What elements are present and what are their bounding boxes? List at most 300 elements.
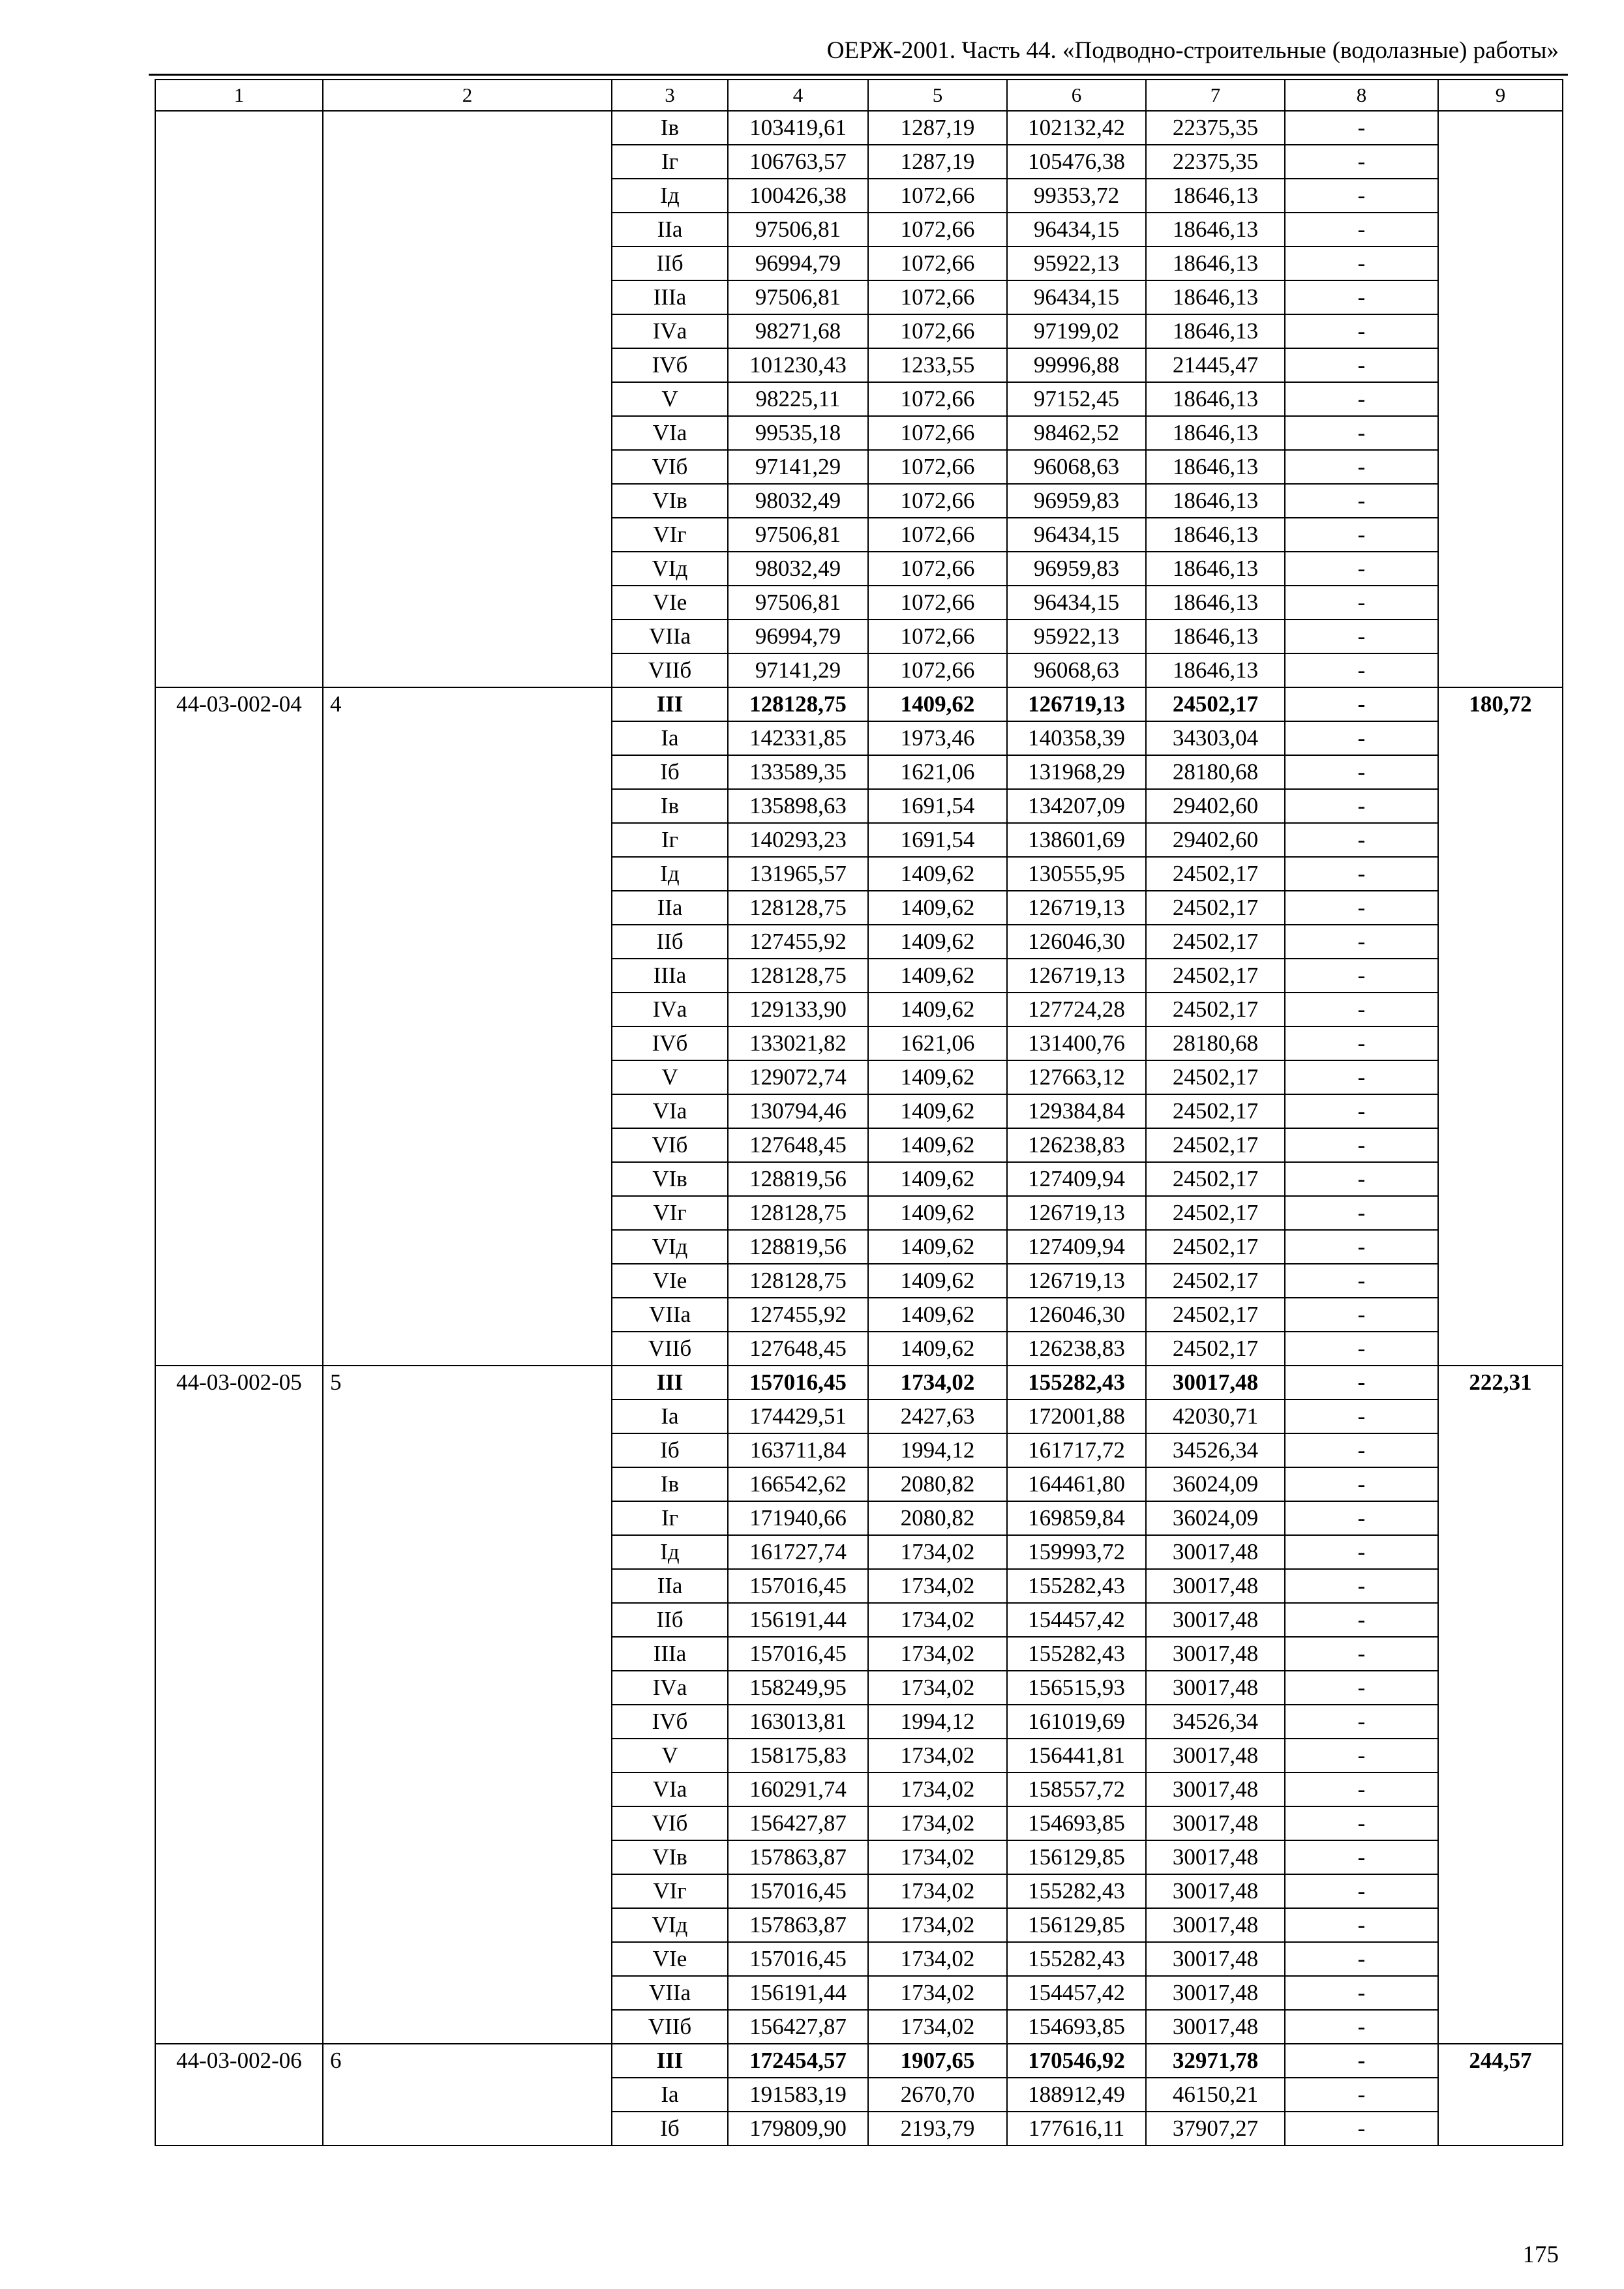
total-cost-cell: 128128,75	[728, 1196, 868, 1230]
table-row	[155, 687, 1563, 721]
wages-cell: 1409,62	[868, 1230, 1007, 1264]
machines-cell: 164461,80	[1007, 1467, 1146, 1501]
operators-wages-cell: 18646,13	[1146, 620, 1285, 653]
machines-cell: 96434,15	[1007, 518, 1146, 552]
machines-cell: 126238,83	[1007, 1332, 1146, 1366]
zone-cell: VIIа	[612, 620, 728, 653]
machines-cell: 134207,09	[1007, 789, 1146, 823]
machines-cell: 98462,52	[1007, 416, 1146, 450]
materials-cell: -	[1285, 1196, 1438, 1230]
operators-wages-cell: 46150,21	[1146, 2078, 1285, 2112]
wages-cell: 1734,02	[868, 1603, 1007, 1637]
machines-cell: 156129,85	[1007, 1840, 1146, 1874]
total-cost-cell: 157016,45	[728, 1366, 868, 1399]
zone-cell: Iг	[612, 1501, 728, 1535]
total-cost-cell: 128128,75	[728, 687, 868, 721]
wages-cell: 1734,02	[868, 1773, 1007, 1806]
machines-cell: 170546,92	[1007, 2044, 1146, 2078]
wages-cell: 1994,12	[868, 1705, 1007, 1739]
materials-cell: -	[1285, 993, 1438, 1026]
materials-cell: -	[1285, 416, 1438, 450]
machines-cell: 126238,83	[1007, 1128, 1146, 1162]
rate-code	[155, 111, 323, 687]
total-cost-cell: 135898,63	[728, 789, 868, 823]
machines-cell: 155282,43	[1007, 1569, 1146, 1603]
operators-wages-cell: 18646,13	[1146, 653, 1285, 687]
operators-wages-cell: 30017,48	[1146, 1908, 1285, 1942]
machines-cell: 131400,76	[1007, 1026, 1146, 1060]
operators-wages-cell: 30017,48	[1146, 1637, 1285, 1671]
materials-cell: -	[1285, 450, 1438, 484]
machines-cell: 96959,83	[1007, 484, 1146, 518]
wages-cell: 1734,02	[868, 1908, 1007, 1942]
wages-cell: 1734,02	[868, 1637, 1007, 1671]
zone-cell: IIб	[612, 925, 728, 959]
materials-cell: -	[1285, 1705, 1438, 1739]
operators-wages-cell: 18646,13	[1146, 416, 1285, 450]
machines-cell: 169859,84	[1007, 1501, 1146, 1535]
zone-cell: Iв	[612, 111, 728, 145]
total-cost-cell: 130794,46	[728, 1094, 868, 1128]
total-cost-cell: 103419,61	[728, 111, 868, 145]
total-cost-cell: 174429,51	[728, 1399, 868, 1433]
machines-cell: 99996,88	[1007, 348, 1146, 382]
zone-cell: Iа	[612, 1399, 728, 1433]
machines-cell: 126719,13	[1007, 891, 1146, 925]
operators-wages-cell: 28180,68	[1146, 1026, 1285, 1060]
total-cost-cell: 128128,75	[728, 959, 868, 993]
machines-cell: 161019,69	[1007, 1705, 1146, 1739]
machines-cell: 177616,11	[1007, 2112, 1146, 2146]
wages-cell: 1072,66	[868, 247, 1007, 280]
operators-wages-cell: 30017,48	[1146, 1942, 1285, 1976]
total-cost-cell: 97506,81	[728, 213, 868, 247]
column-number: 2	[323, 80, 612, 111]
total-cost-cell: 157863,87	[728, 1840, 868, 1874]
materials-cell: -	[1285, 857, 1438, 891]
machines-cell: 96068,63	[1007, 450, 1146, 484]
operators-wages-cell: 24502,17	[1146, 1230, 1285, 1264]
total-cost-cell: 163013,81	[728, 1705, 868, 1739]
machines-cell: 155282,43	[1007, 1637, 1146, 1671]
zone-cell: IIа	[612, 891, 728, 925]
wages-cell: 1409,62	[868, 1298, 1007, 1332]
total-cost-cell: 133589,35	[728, 755, 868, 789]
operators-wages-cell: 24502,17	[1146, 1264, 1285, 1298]
materials-cell: -	[1285, 653, 1438, 687]
materials-cell: -	[1285, 314, 1438, 348]
machines-cell: 96959,83	[1007, 552, 1146, 586]
machines-cell: 156129,85	[1007, 1908, 1146, 1942]
column-number: 1	[155, 80, 323, 111]
operators-wages-cell: 24502,17	[1146, 959, 1285, 993]
materials-cell: -	[1285, 586, 1438, 620]
total-cost-cell: 156191,44	[728, 1603, 868, 1637]
machines-cell: 127409,94	[1007, 1230, 1146, 1264]
materials-cell: -	[1285, 1637, 1438, 1671]
machines-cell: 138601,69	[1007, 823, 1146, 857]
operators-wages-cell: 18646,13	[1146, 484, 1285, 518]
total-cost-cell: 98271,68	[728, 314, 868, 348]
total-cost-cell: 98225,11	[728, 382, 868, 416]
machines-cell: 159993,72	[1007, 1535, 1146, 1569]
materials-cell: -	[1285, 959, 1438, 993]
total-cost-cell: 160291,74	[728, 1773, 868, 1806]
machines-cell: 127724,28	[1007, 993, 1146, 1026]
total-cost-cell: 171940,66	[728, 1501, 868, 1535]
rate-number: 5	[323, 1366, 612, 2044]
total-cost-cell: 129072,74	[728, 1060, 868, 1094]
zone-cell: VIг	[612, 1196, 728, 1230]
zone-cell: Iа	[612, 2078, 728, 2112]
operators-wages-cell: 24502,17	[1146, 925, 1285, 959]
wages-cell: 1233,55	[868, 348, 1007, 382]
zone-cell: IVа	[612, 1671, 728, 1705]
wages-cell: 1409,62	[868, 1060, 1007, 1094]
total-cost-cell: 140293,23	[728, 823, 868, 857]
wages-cell: 1621,06	[868, 1026, 1007, 1060]
wages-cell: 1734,02	[868, 1569, 1007, 1603]
column-number: 6	[1007, 80, 1146, 111]
wages-cell: 1409,62	[868, 687, 1007, 721]
total-cost-cell: 172454,57	[728, 2044, 868, 2078]
wages-cell: 1691,54	[868, 789, 1007, 823]
table-row	[155, 2044, 1563, 2078]
zone-cell: IIб	[612, 1603, 728, 1637]
total-cost-cell: 133021,82	[728, 1026, 868, 1060]
operators-wages-cell: 30017,48	[1146, 1806, 1285, 1840]
labor-cost-cell	[1438, 111, 1563, 687]
zone-cell: VIIа	[612, 1298, 728, 1332]
materials-cell: -	[1285, 1773, 1438, 1806]
zone-cell: IVб	[612, 348, 728, 382]
zone-cell: VIд	[612, 552, 728, 586]
materials-cell: -	[1285, 1399, 1438, 1433]
operators-wages-cell: 28180,68	[1146, 755, 1285, 789]
wages-cell: 2193,79	[868, 2112, 1007, 2146]
machines-cell: 129384,84	[1007, 1094, 1146, 1128]
machines-cell: 96434,15	[1007, 586, 1146, 620]
wages-cell: 2080,82	[868, 1501, 1007, 1535]
wages-cell: 1072,66	[868, 586, 1007, 620]
zone-cell: VIв	[612, 1162, 728, 1196]
total-cost-cell: 98032,49	[728, 484, 868, 518]
wages-cell: 1409,62	[868, 1094, 1007, 1128]
machines-cell: 155282,43	[1007, 1942, 1146, 1976]
machines-cell: 99353,72	[1007, 179, 1146, 213]
materials-cell: -	[1285, 1298, 1438, 1332]
wages-cell: 1072,66	[868, 620, 1007, 653]
wages-cell: 1734,02	[868, 2010, 1007, 2044]
zone-cell: VIе	[612, 1942, 728, 1976]
zone-cell: III	[612, 1366, 728, 1399]
labor-cost-cell: 244,57	[1438, 2044, 1563, 2146]
operators-wages-cell: 37907,27	[1146, 2112, 1285, 2146]
column-number: 7	[1146, 80, 1285, 111]
materials-cell: -	[1285, 1976, 1438, 2010]
materials-cell: -	[1285, 1332, 1438, 1366]
wages-cell: 1409,62	[868, 1196, 1007, 1230]
column-number: 9	[1438, 80, 1563, 111]
total-cost-cell: 97506,81	[728, 518, 868, 552]
materials-cell: -	[1285, 1230, 1438, 1264]
materials-cell: -	[1285, 1806, 1438, 1840]
zone-cell: III	[612, 687, 728, 721]
total-cost-cell: 127455,92	[728, 1298, 868, 1332]
machines-cell: 96434,15	[1007, 280, 1146, 314]
table-body	[155, 80, 1563, 2146]
operators-wages-cell: 18646,13	[1146, 518, 1285, 552]
machines-cell: 95922,13	[1007, 247, 1146, 280]
wages-cell: 1072,66	[868, 179, 1007, 213]
operators-wages-cell: 18646,13	[1146, 552, 1285, 586]
materials-cell: -	[1285, 1739, 1438, 1773]
operators-wages-cell: 30017,48	[1146, 1773, 1285, 1806]
zone-cell: VIг	[612, 518, 728, 552]
wages-cell: 1409,62	[868, 857, 1007, 891]
materials-cell: -	[1285, 552, 1438, 586]
materials-cell: -	[1285, 755, 1438, 789]
total-cost-cell: 128128,75	[728, 1264, 868, 1298]
total-cost-cell: 142331,85	[728, 721, 868, 755]
labor-cost-cell: 180,72	[1438, 687, 1563, 1366]
zone-cell: Iв	[612, 789, 728, 823]
materials-cell: -	[1285, 620, 1438, 653]
total-cost-cell: 100426,38	[728, 179, 868, 213]
rate-number	[323, 111, 612, 687]
machines-cell: 140358,39	[1007, 721, 1146, 755]
rate-number: 6	[323, 2044, 612, 2146]
materials-cell: -	[1285, 1060, 1438, 1094]
machines-cell: 126046,30	[1007, 925, 1146, 959]
labor-cost-cell: 222,31	[1438, 1366, 1563, 2044]
zone-cell: VIа	[612, 1094, 728, 1128]
materials-cell: -	[1285, 2112, 1438, 2146]
wages-cell: 1072,66	[868, 416, 1007, 450]
wages-cell: 1691,54	[868, 823, 1007, 857]
materials-cell: -	[1285, 348, 1438, 382]
wages-cell: 1072,66	[868, 653, 1007, 687]
zone-cell: Iд	[612, 1535, 728, 1569]
wages-cell: 1409,62	[868, 891, 1007, 925]
operators-wages-cell: 34526,34	[1146, 1433, 1285, 1467]
machines-cell: 188912,49	[1007, 2078, 1146, 2112]
materials-cell: -	[1285, 247, 1438, 280]
operators-wages-cell: 24502,17	[1146, 1094, 1285, 1128]
column-number: 4	[728, 80, 868, 111]
operators-wages-cell: 24502,17	[1146, 891, 1285, 925]
zone-cell: V	[612, 1739, 728, 1773]
wages-cell: 1072,66	[868, 518, 1007, 552]
materials-cell: -	[1285, 179, 1438, 213]
zone-cell: IIб	[612, 247, 728, 280]
wages-cell: 1409,62	[868, 1162, 1007, 1196]
machines-cell: 154693,85	[1007, 1806, 1146, 1840]
total-cost-cell: 158249,95	[728, 1671, 868, 1705]
machines-cell: 131968,29	[1007, 755, 1146, 789]
wages-cell: 1734,02	[868, 1739, 1007, 1773]
materials-cell: -	[1285, 687, 1438, 721]
wages-cell: 1072,66	[868, 484, 1007, 518]
zone-cell: VIе	[612, 1264, 728, 1298]
machines-cell: 97152,45	[1007, 382, 1146, 416]
zone-cell: IIа	[612, 213, 728, 247]
zone-cell: Iб	[612, 755, 728, 789]
zone-cell: VIа	[612, 416, 728, 450]
operators-wages-cell: 34303,04	[1146, 721, 1285, 755]
machines-cell: 172001,88	[1007, 1399, 1146, 1433]
wages-cell: 1734,02	[868, 1840, 1007, 1874]
zone-cell: IVб	[612, 1705, 728, 1739]
wages-cell: 1072,66	[868, 314, 1007, 348]
operators-wages-cell: 22375,35	[1146, 111, 1285, 145]
zone-cell: Iг	[612, 145, 728, 179]
operators-wages-cell: 18646,13	[1146, 314, 1285, 348]
page-number: 175	[1522, 2241, 1559, 2268]
machines-cell: 156515,93	[1007, 1671, 1146, 1705]
wages-cell: 1287,19	[868, 145, 1007, 179]
total-cost-cell: 97506,81	[728, 280, 868, 314]
materials-cell: -	[1285, 1026, 1438, 1060]
zone-cell: Iд	[612, 179, 728, 213]
document-header: ОЕРЖ-2001. Часть 44. «Подводно-строительные (водолазные) работы»	[826, 37, 1559, 64]
total-cost-cell: 158175,83	[728, 1739, 868, 1773]
zone-cell: VIа	[612, 1773, 728, 1806]
zone-cell: VIе	[612, 586, 728, 620]
wages-cell: 1734,02	[868, 1366, 1007, 1399]
wages-cell: 1072,66	[868, 213, 1007, 247]
materials-cell: -	[1285, 213, 1438, 247]
wages-cell: 1734,02	[868, 1942, 1007, 1976]
operators-wages-cell: 30017,48	[1146, 1739, 1285, 1773]
materials-cell: -	[1285, 789, 1438, 823]
machines-cell: 126046,30	[1007, 1298, 1146, 1332]
materials-cell: -	[1285, 1942, 1438, 1976]
operators-wages-cell: 21445,47	[1146, 348, 1285, 382]
total-cost-cell: 161727,74	[728, 1535, 868, 1569]
materials-cell: -	[1285, 484, 1438, 518]
materials-cell: -	[1285, 1671, 1438, 1705]
machines-cell: 156441,81	[1007, 1739, 1146, 1773]
total-cost-cell: 191583,19	[728, 2078, 868, 2112]
operators-wages-cell: 24502,17	[1146, 1196, 1285, 1230]
machines-cell: 161717,72	[1007, 1433, 1146, 1467]
wages-cell: 2427,63	[868, 1399, 1007, 1433]
materials-cell: -	[1285, 1501, 1438, 1535]
machines-cell: 155282,43	[1007, 1366, 1146, 1399]
materials-cell: -	[1285, 1264, 1438, 1298]
wages-cell: 1072,66	[868, 280, 1007, 314]
materials-cell: -	[1285, 111, 1438, 145]
operators-wages-cell: 24502,17	[1146, 1332, 1285, 1366]
machines-cell: 126719,13	[1007, 959, 1146, 993]
zone-cell: VIб	[612, 450, 728, 484]
materials-cell: -	[1285, 1908, 1438, 1942]
zone-cell: VIб	[612, 1806, 728, 1840]
zone-cell: IIIа	[612, 1637, 728, 1671]
machines-cell: 126719,13	[1007, 687, 1146, 721]
total-cost-cell: 101230,43	[728, 348, 868, 382]
materials-cell: -	[1285, 280, 1438, 314]
total-cost-cell: 96994,79	[728, 247, 868, 280]
total-cost-cell: 163711,84	[728, 1433, 868, 1467]
operators-wages-cell: 18646,13	[1146, 586, 1285, 620]
operators-wages-cell: 30017,48	[1146, 2010, 1285, 2044]
total-cost-cell: 106763,57	[728, 145, 868, 179]
materials-cell: -	[1285, 1128, 1438, 1162]
zone-cell: IIIа	[612, 959, 728, 993]
materials-cell: -	[1285, 1874, 1438, 1908]
operators-wages-cell: 18646,13	[1146, 179, 1285, 213]
total-cost-cell: 179809,90	[728, 2112, 868, 2146]
operators-wages-cell: 30017,48	[1146, 1874, 1285, 1908]
operators-wages-cell: 30017,48	[1146, 1535, 1285, 1569]
materials-cell: -	[1285, 1162, 1438, 1196]
zone-cell: IIIа	[612, 280, 728, 314]
zone-cell: IVа	[612, 993, 728, 1026]
materials-cell: -	[1285, 1569, 1438, 1603]
operators-wages-cell: 30017,48	[1146, 1569, 1285, 1603]
operators-wages-cell: 36024,09	[1146, 1467, 1285, 1501]
wages-cell: 1734,02	[868, 1671, 1007, 1705]
machines-cell: 96068,63	[1007, 653, 1146, 687]
machines-cell: 105476,38	[1007, 145, 1146, 179]
materials-cell: -	[1285, 2010, 1438, 2044]
machines-cell: 158557,72	[1007, 1773, 1146, 1806]
machines-cell: 154457,42	[1007, 1603, 1146, 1637]
rate-code: 44-03-002-04	[155, 687, 323, 1366]
operators-wages-cell: 36024,09	[1146, 1501, 1285, 1535]
operators-wages-cell: 18646,13	[1146, 247, 1285, 280]
materials-cell: -	[1285, 518, 1438, 552]
zone-cell: V	[612, 1060, 728, 1094]
total-cost-cell: 131965,57	[728, 857, 868, 891]
wages-cell: 1409,62	[868, 1264, 1007, 1298]
wages-cell: 1734,02	[868, 1806, 1007, 1840]
operators-wages-cell: 32971,78	[1146, 2044, 1285, 2078]
wages-cell: 1734,02	[868, 1874, 1007, 1908]
rate-code: 44-03-002-06	[155, 2044, 323, 2146]
zone-cell: VIIб	[612, 1332, 728, 1366]
operators-wages-cell: 29402,60	[1146, 823, 1285, 857]
total-cost-cell: 157016,45	[728, 1569, 868, 1603]
zone-cell: VIг	[612, 1874, 728, 1908]
materials-cell: -	[1285, 145, 1438, 179]
total-cost-cell: 156191,44	[728, 1976, 868, 2010]
wages-cell: 1973,46	[868, 721, 1007, 755]
machines-cell: 95922,13	[1007, 620, 1146, 653]
materials-cell: -	[1285, 891, 1438, 925]
wages-cell: 1072,66	[868, 382, 1007, 416]
operators-wages-cell: 29402,60	[1146, 789, 1285, 823]
operators-wages-cell: 30017,48	[1146, 1366, 1285, 1399]
operators-wages-cell: 18646,13	[1146, 213, 1285, 247]
wages-cell: 1409,62	[868, 993, 1007, 1026]
total-cost-cell: 166542,62	[728, 1467, 868, 1501]
zone-cell: VIд	[612, 1230, 728, 1264]
operators-wages-cell: 24502,17	[1146, 1128, 1285, 1162]
machines-cell: 102132,42	[1007, 111, 1146, 145]
machines-cell: 130555,95	[1007, 857, 1146, 891]
total-cost-cell: 97141,29	[728, 653, 868, 687]
machines-cell: 127663,12	[1007, 1060, 1146, 1094]
wages-cell: 1409,62	[868, 1332, 1007, 1366]
wages-cell: 1409,62	[868, 959, 1007, 993]
zone-cell: VIб	[612, 1128, 728, 1162]
total-cost-cell: 157016,45	[728, 1637, 868, 1671]
materials-cell: -	[1285, 1366, 1438, 1399]
table-row	[155, 111, 1563, 145]
